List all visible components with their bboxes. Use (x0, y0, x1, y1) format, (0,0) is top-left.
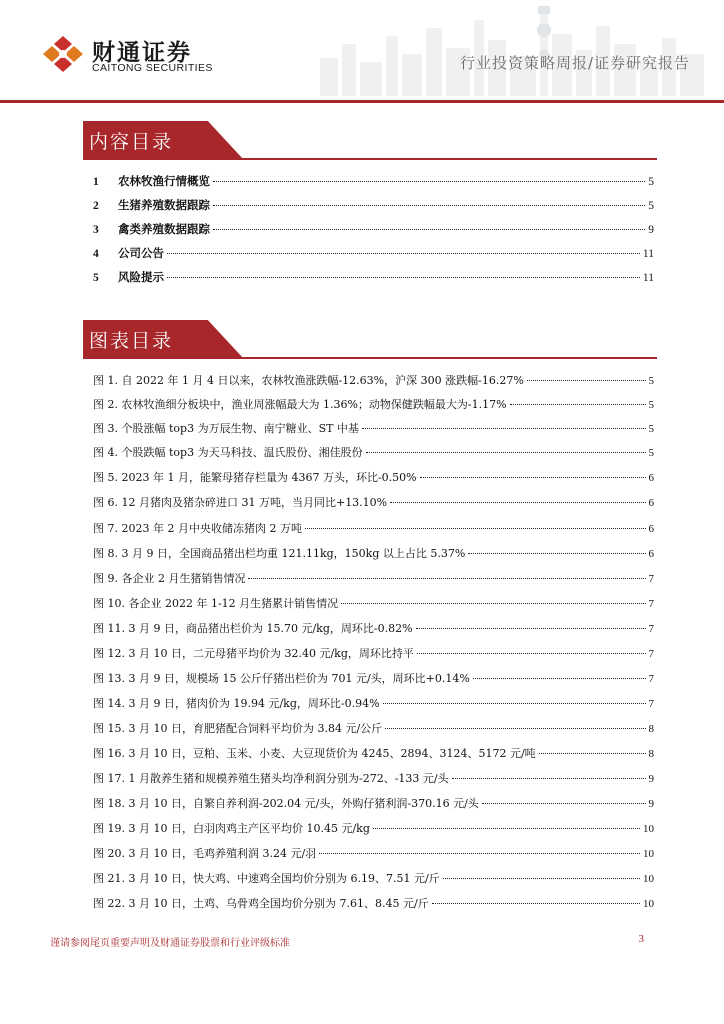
contents-divider (83, 158, 657, 160)
figure-page: 10 (643, 848, 654, 860)
figure-title: 图 16. 3 月 10 日，豆粕、玉米、小麦、大豆现货价为 4245、2894、3124、5172 元/吨 (93, 747, 536, 760)
figure-page: 7 (648, 623, 654, 635)
leader-dots (366, 452, 646, 453)
figure-list-item[interactable] (93, 396, 654, 414)
figures-divider (83, 357, 657, 359)
leader-dots (373, 828, 640, 829)
toc-item-number: 2 (93, 200, 99, 212)
figure-page: 5 (648, 423, 654, 435)
toc-item-title: 风险提示 (118, 270, 164, 284)
leader-dots (468, 553, 645, 554)
figure-list-item[interactable] (93, 670, 654, 688)
caitong-logo-icon (38, 34, 88, 76)
figure-page: 7 (648, 598, 654, 610)
figure-title: 图 18. 3 月 10 日，自繁自养利润-202.04 元/头，外购仔猪利润-370.16 元/头 (93, 797, 479, 810)
toc-item[interactable] (93, 221, 654, 239)
leader-dots (341, 603, 645, 604)
figure-list-item[interactable] (93, 570, 654, 588)
figure-title: 图 6. 12 月猪肉及猪杂碎进口 31 万吨，当月同比+13.10% (93, 496, 388, 509)
leader-dots (417, 653, 646, 654)
figure-title: 图 2. 农林牧渔细分板块中，渔业周涨幅最大为 1.36%；动物保健跌幅最大为-1.17% (93, 398, 507, 411)
page-number: 3 (638, 933, 644, 945)
brand-name-en: CAITONG SECURITIES (92, 62, 213, 74)
leader-dots (416, 628, 646, 629)
leader-dots (248, 578, 645, 579)
leader-dots (390, 502, 645, 503)
figure-title: 图 4. 个股跌幅 top3 为天马科技、温氏股份、湘佳股份 (93, 446, 363, 459)
figure-title: 图 11. 3 月 9 日，商品猪出栏价为 15.70 元/kg，周环比-0.82% (93, 622, 413, 635)
toc-item-number: 3 (93, 224, 99, 236)
figures-heading: 图表目录 (89, 330, 174, 352)
figure-page: 7 (648, 673, 654, 685)
toc-item[interactable] (93, 197, 654, 215)
figure-list-item[interactable] (93, 444, 654, 462)
leader-dots (319, 853, 640, 854)
figure-page: 9 (648, 773, 654, 785)
toc-item-number: 1 (93, 176, 99, 188)
leader-dots (362, 428, 646, 429)
leader-dots (420, 477, 646, 478)
figure-page: 7 (648, 648, 654, 660)
figure-list-item[interactable] (93, 770, 654, 788)
figure-title: 图 9. 各企业 2 月生猪销售情况 (93, 572, 246, 585)
figure-list-item[interactable] (93, 545, 654, 563)
figure-list-item[interactable] (93, 520, 654, 538)
figure-list-item[interactable] (93, 845, 654, 863)
toc-item-page: 5 (648, 176, 654, 188)
figure-list-item[interactable] (93, 745, 654, 763)
figure-page: 7 (648, 573, 654, 585)
leader-dots (167, 277, 640, 278)
contents-heading: 内容目录 (89, 131, 174, 153)
leader-dots (443, 878, 640, 879)
figure-list-item[interactable] (93, 469, 654, 487)
toc-item-title: 禽类养殖数据跟踪 (118, 222, 210, 236)
figure-page: 5 (648, 399, 654, 411)
toc-item-title: 公司公告 (118, 246, 164, 260)
toc-item-title: 生猪养殖数据跟踪 (118, 198, 210, 212)
toc-item[interactable] (93, 173, 654, 191)
figure-title: 图 15. 3 月 10 日，育肥猪配合饲料平均价为 3.84 元/公斤 (93, 722, 383, 735)
figure-list-item[interactable] (93, 695, 654, 713)
leader-dots (213, 181, 645, 182)
figure-list-item[interactable] (93, 420, 654, 438)
city-skyline-graphic (300, 0, 724, 96)
leader-dots (527, 380, 646, 381)
figure-page: 5 (648, 375, 654, 387)
figure-page: 10 (643, 823, 654, 835)
figure-title: 图 12. 3 月 10 日，二元母猪平均价为 32.40 元/kg，周环比持平 (93, 647, 414, 660)
leader-dots (510, 404, 646, 405)
figure-page: 5 (648, 447, 654, 459)
toc-item-title: 农林牧渔行情概览 (118, 174, 210, 188)
footer-disclaimer: 谨请参阅尾页重要声明及财通证券股票和行业评级标准 (50, 938, 290, 949)
figure-page: 10 (643, 898, 654, 910)
figure-title: 图 5. 2023 年 1 月，能繁母猪存栏量为 4367 万头，环比-0.50% (93, 471, 417, 484)
figure-list-item[interactable] (93, 820, 654, 838)
toc-item[interactable] (93, 269, 654, 287)
leader-dots (213, 205, 645, 206)
leader-dots (213, 229, 645, 230)
figure-page: 8 (648, 723, 654, 735)
toc-item[interactable] (93, 245, 654, 263)
report-type-label: 行业投资策略周报/证券研究报告 (459, 54, 690, 72)
figure-title: 图 20. 3 月 10 日，毛鸡养殖利润 3.24 元/羽 (93, 847, 317, 860)
figure-page: 6 (648, 472, 654, 484)
figure-list-item[interactable] (93, 870, 654, 888)
contents-heading-tab (83, 121, 243, 159)
toc-item-page: 11 (642, 272, 654, 284)
leader-dots (452, 778, 646, 779)
figure-list-item[interactable] (93, 595, 654, 613)
figure-title: 图 13. 3 月 9 日，规模场 15 公斤仔猪出栏价为 701 元/头，周环比+0.14% (93, 672, 470, 685)
figure-page: 10 (643, 873, 654, 885)
figure-title: 图 1. 自 2022 年 1 月 4 日以来，农林牧渔涨跌幅-12.63%，沪深 300 涨跌幅-16.27% (93, 374, 524, 387)
leader-dots (383, 703, 646, 704)
figure-page: 6 (648, 548, 654, 560)
page-header (0, 0, 724, 104)
leader-dots (473, 678, 646, 679)
figure-list-item[interactable] (93, 372, 654, 390)
leader-dots (385, 728, 645, 729)
figure-list-item[interactable] (93, 620, 654, 638)
figure-list-item[interactable] (93, 795, 654, 813)
leader-dots (482, 803, 646, 804)
figure-title: 图 19. 3 月 10 日，白羽肉鸡主产区平均价 10.45 元/kg (93, 822, 370, 835)
toc-item-page: 5 (648, 200, 654, 212)
figure-page: 6 (648, 497, 654, 509)
toc-item-page: 9 (648, 224, 654, 236)
leader-dots (432, 903, 640, 904)
figure-list-item[interactable] (93, 720, 654, 738)
figure-page: 9 (648, 798, 654, 810)
figure-title: 图 7. 2023 年 2 月中央收储冻猪肉 2 万吨 (93, 522, 302, 535)
leader-dots (167, 253, 640, 254)
leader-dots (539, 753, 646, 754)
figure-page: 8 (648, 748, 654, 760)
figure-title: 图 17. 1 月散养生猪和规模养殖生猪头均净利润分别为-272、-133 元/头 (93, 772, 449, 785)
figure-title: 图 14. 3 月 9 日，猪肉价为 19.94 元/kg，周环比-0.94% (93, 697, 380, 710)
figure-title: 图 10. 各企业 2022 年 1-12 月生猪累计销售情况 (93, 597, 339, 610)
header-divider (0, 100, 724, 103)
figure-title: 图 8. 3 月 9 日，全国商品猪出栏均重 121.11kg，150kg 以上占比 5.37% (93, 547, 466, 560)
figures-heading-tab (83, 320, 243, 358)
brand-name-cn: 财通证券 (92, 40, 192, 66)
leader-dots (305, 528, 646, 529)
figure-title: 图 21. 3 月 10 日，快大鸡、中速鸡全国均价分别为 6.19、7.51 元/斤 (93, 872, 440, 885)
figure-list-item[interactable] (93, 645, 654, 663)
figure-page: 6 (648, 523, 654, 535)
toc-item-number: 4 (93, 248, 99, 260)
figure-list-item[interactable] (93, 895, 654, 913)
figure-page: 7 (648, 698, 654, 710)
figure-list-item[interactable] (93, 494, 654, 512)
figure-title: 图 22. 3 月 10 日，土鸡、乌骨鸡全国均价分别为 7.61、8.45 元/斤 (93, 897, 429, 910)
toc-item-number: 5 (93, 272, 99, 284)
figure-title: 图 3. 个股涨幅 top3 为万辰生物、南宁糖业、ST 中基 (93, 422, 359, 435)
toc-item-page: 11 (642, 248, 654, 260)
